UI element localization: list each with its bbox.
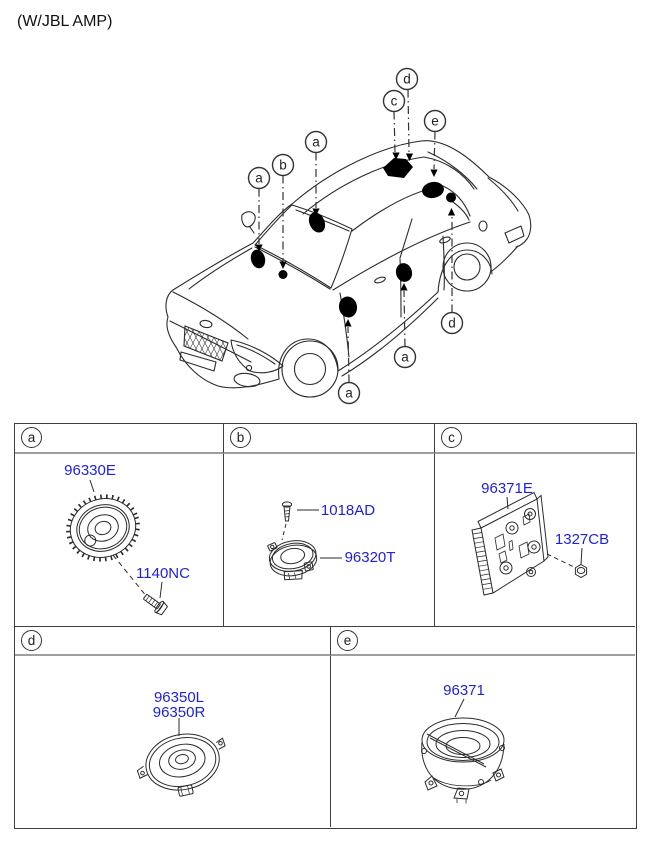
table-cell-a xyxy=(15,454,224,627)
amp-box xyxy=(472,493,548,596)
arrow-down-icon xyxy=(279,262,286,270)
subwoofer-bowl xyxy=(422,718,505,804)
svg-text:e: e xyxy=(431,113,439,129)
marker-rear-shelf xyxy=(383,158,413,178)
svg-text:a: a xyxy=(401,349,409,365)
car-diagram xyxy=(0,34,653,434)
marker-dash-small xyxy=(279,270,288,279)
table-cell-c xyxy=(435,454,635,627)
part-number-label[interactable]: 1018AD xyxy=(320,502,376,519)
arrow-down-icon xyxy=(430,170,437,178)
page-title: (W/JBL AMP) xyxy=(17,13,113,30)
svg-text:d: d xyxy=(448,315,456,331)
screw-1018ad-drawing xyxy=(282,502,291,521)
section-letter-badge: a xyxy=(21,427,42,448)
table-cell-b xyxy=(224,454,435,627)
table-cell-e xyxy=(331,656,635,827)
section-letter-badge: d xyxy=(21,630,42,651)
nut-1327cb-drawing xyxy=(575,565,586,578)
callout-a-dash-left[interactable] xyxy=(249,168,270,253)
speaker-96330e-drawing xyxy=(15,454,223,626)
callout-b[interactable] xyxy=(273,155,294,270)
part-number-label[interactable]: 96371 xyxy=(443,682,485,699)
part-number-label[interactable]: 96330E xyxy=(64,462,116,479)
callout-a-rear-door[interactable] xyxy=(395,283,416,368)
callout-a-front-door[interactable] xyxy=(339,319,360,404)
svg-text:c: c xyxy=(390,93,398,109)
table-header-a xyxy=(15,424,224,454)
part-number-label[interactable]: 96350R xyxy=(152,704,206,721)
callout-d-top[interactable] xyxy=(397,69,418,162)
marker-pillar-small xyxy=(446,193,456,203)
svg-text:b: b xyxy=(279,157,287,173)
table-header-d xyxy=(15,627,331,656)
marker-rear-door xyxy=(394,261,414,283)
table-header-b xyxy=(224,424,435,454)
svg-text:a: a xyxy=(312,134,320,150)
speaker-location-markers xyxy=(249,158,456,319)
marker-parcel-speaker xyxy=(421,180,445,200)
part-number-label[interactable]: 96371E xyxy=(481,480,533,497)
speaker-96350-drawing xyxy=(15,656,330,826)
speaker-96320t-drawing xyxy=(224,454,434,626)
section-letter-badge: e xyxy=(337,630,358,651)
svg-text:d: d xyxy=(403,71,411,87)
bolt-1140nc-drawing xyxy=(141,591,168,616)
callout-a-dash-center[interactable] xyxy=(306,132,327,217)
part-number-label[interactable]: 1327CB xyxy=(554,531,610,548)
arrow-up-icon xyxy=(400,283,407,291)
svg-text:a: a xyxy=(345,385,353,401)
arrow-up-icon xyxy=(344,319,351,327)
section-letter-badge: b xyxy=(230,427,251,448)
part-number-label[interactable]: 96320T xyxy=(344,549,396,566)
svg-text:a: a xyxy=(255,170,263,186)
arrow-up-icon xyxy=(448,208,455,216)
section-letter-badge: c xyxy=(441,427,462,448)
table-header-e xyxy=(331,627,635,656)
part-number-label[interactable]: 1140NC xyxy=(136,565,190,582)
part-number-label[interactable]: 96350L xyxy=(153,689,205,706)
parts-table xyxy=(14,423,637,829)
table-header-c xyxy=(435,424,635,454)
table-cell-d xyxy=(15,656,331,827)
